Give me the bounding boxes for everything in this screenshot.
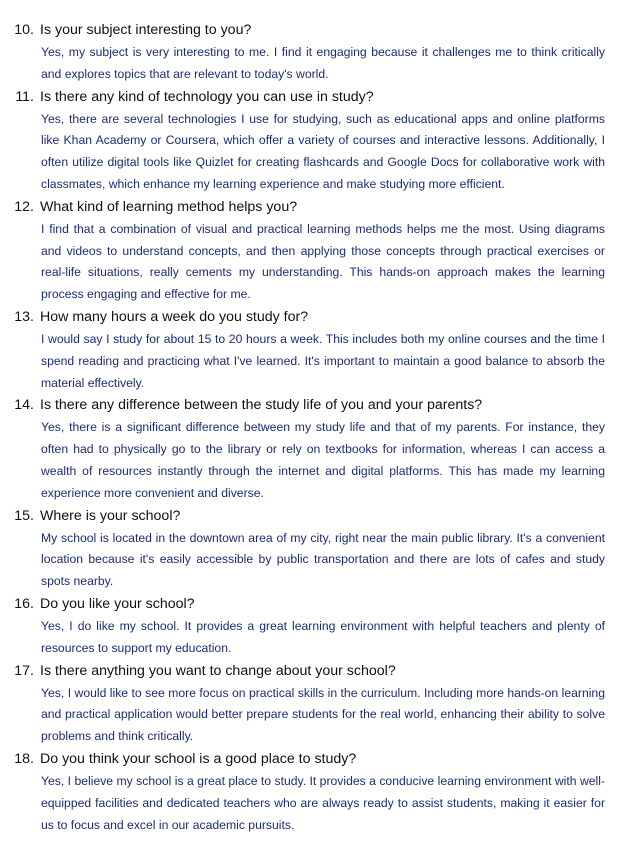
question-text: Is your subject interesting to you? [40,22,252,38]
question-text: Is there any kind of technology you can use in study? [40,88,374,105]
question-heading [0,19,643,41]
question-number: 11. [15,88,34,105]
qa-item-11 [0,86,643,196]
qa-item-13 [0,306,643,394]
question-number: 12. [14,198,34,215]
question-number: 16. [14,595,34,612]
question-heading [0,86,643,108]
answer-text: I find that a combination of visual and practical learning methods helps me the most. Using diagrams and videos to understand concepts, and then applying those concepts through practical exercises or real-life situations, really cements my understanding. This hands-on approach makes the learning process engaging and effective for me. [41,221,605,302]
watermark-overlay [530,812,625,830]
question-number: 18. [14,750,34,767]
answer-text: Yes, there is a significant difference between my study life and that of my parents. For instance, they often had to physically go to the library or rely on textbooks for information, whereas I can access a wealth of resources instantly through the internet and digital platforms. This has made my learning experience more convenient and diverse. [41,420,605,500]
qa-item-10 [0,19,643,86]
question-number: 13. [14,308,34,325]
answer-text: Yes, there are several technologies I use for studying, such as educational apps and online platforms like Khan Academy or Coursera, which offer a variety of courses and interactive lessons. Additionally, I often utilize digital tools like Quizlet for creating flashcards and Google Docs for collaborative work with classmates, which enhance my learning experience and make studying more efficient. [41,111,605,191]
question-text: Where is your school? [40,507,181,524]
answer-text: My school is located in the downtown area of my city, right near the main public library. It's a convenient location because it's easily accessible by public transportation and there are lots of cafes and study spots nearby. [41,530,605,589]
answer-text: Yes, I do like my school. It provides a great learning environment with helpful teachers and plenty of resources to support my education. [41,618,605,655]
qa-item-12 [0,196,643,306]
question-heading [0,196,643,218]
question-number: 14. [14,397,34,414]
question-heading [0,748,643,770]
qa-item-16 [0,593,643,660]
question-number: 15. [14,507,34,524]
answer-text: Yes, I would like to see more focus on practical skills in the curriculum. Including more hands-on learning and practical application would better prepare students for the real world, enhancing their ability to solve problems and think critically. [41,685,605,744]
question-text: Do you like your school? [40,595,195,612]
qa-item-14 [0,394,643,504]
answer-text: I would say I study for about 15 to 20 hours a week. This includes both my online courses and the time I spend reading and practicing what I've learned. It's important to maintain a good balance to absorb the material effectively. [41,331,605,390]
qa-item-15 [0,505,643,593]
question-text: Do you think your school is a good place to study? [40,750,357,767]
question-heading [0,505,643,527]
question-number: 17. [14,662,34,679]
qa-item-17 [0,660,643,748]
question-heading [0,394,643,416]
question-number: 10. [14,22,34,38]
answer-text: Yes, I believe my school is a great place to study. It provides a conducive learning environment with well-equipped facilities and dedicated teachers who are always ready to assist students, making it easier for us to focus and excel in our academic pursuits. [41,773,605,832]
answer-text: Yes, my subject is very interesting to me. I find it engaging because it challenges me to think critically and explores topics that are relevant to today's world. [41,45,605,81]
question-text: How many hours a week do you study for? [40,308,309,325]
question-text: Is there anything you want to change about your school? [40,662,396,679]
question-heading [0,660,643,682]
question-heading [0,306,643,328]
question-text: Is there any difference between the study life of you and your parents? [40,397,483,414]
question-text: What kind of learning method helps you? [40,198,298,215]
question-heading [0,593,643,615]
